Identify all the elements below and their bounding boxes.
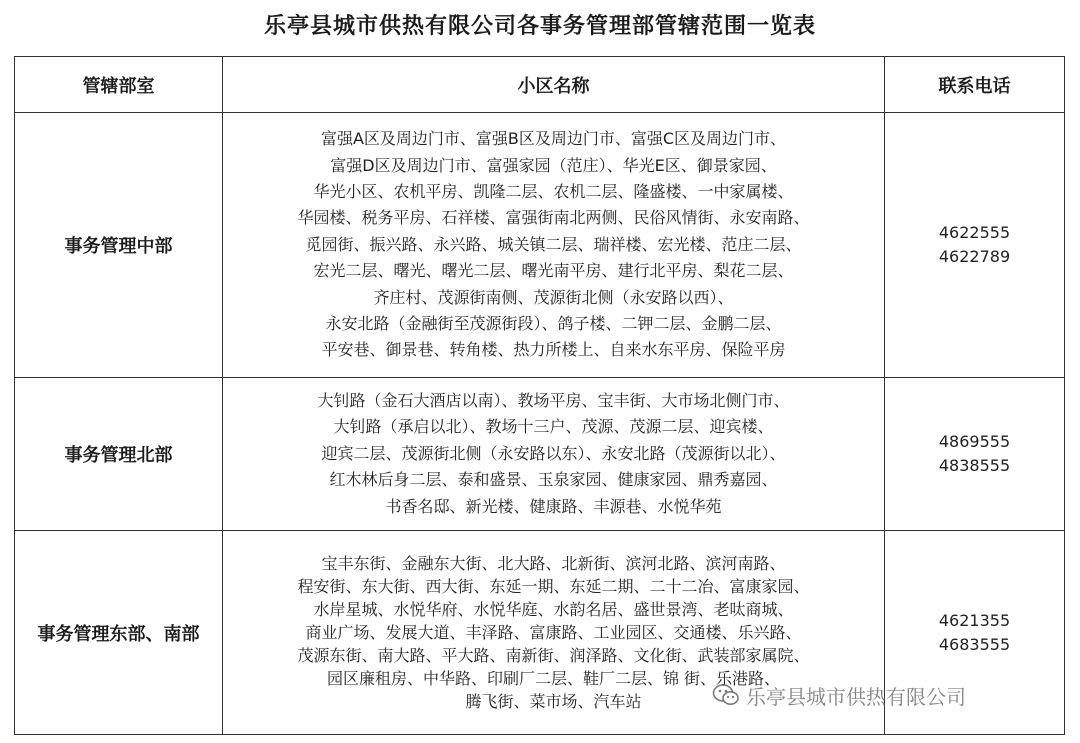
area-list [223,378,885,531]
phone-cell [885,113,1065,378]
area-line: 富强A区及周边门市、富强B区及周边门市、富强C区及周边门市、 [320,129,787,149]
table-row [15,378,1065,531]
phone-number: 4838555 [938,456,1011,475]
area-line: 书香名邸、新光楼、健康路、丰源巷、水悦华苑 [385,496,722,516]
header-phone: 联系电话 [885,57,1065,113]
area-line: 水岸星城、水悦华府、水悦华庭、水韵名居、盛世景湾、老呔商城、 [313,599,794,619]
dept-name: 事务管理中部 [15,113,223,378]
area-line: 平安巷、御景巷、转角楼、热力所楼上、自来水东平房、保险平房 [321,340,786,360]
phone-number: 4622555 [938,223,1011,242]
area-line: 茂源东街、南大路、平大路、南新街、润泽路、文化街、武装部家属院、 [297,646,810,666]
table-header-row [15,57,1065,113]
area-line: 永安北路（金融街至茂源街段）、鸽子楼、二钾二层、金鹏二层、 [325,314,782,334]
phone-number: 4683555 [938,634,1011,654]
watermark [712,681,966,709]
area-line: 腾飞街、菜市场、汽车站 [465,692,642,712]
header-dept: 管辖部室 [15,57,223,113]
area-line: 宝丰东街、金融东大街、北大路、北新街、滨河北路、滨河南路、 [321,553,786,573]
jurisdiction-table [14,56,1065,735]
area-line: 富强D区及周边门市、富强家园（范庄）、华光E区、御景家园、 [330,155,777,175]
area-line: 大钊路（金石大酒店以南）、教场平房、宝丰街、大市场北侧门市、 [317,390,790,410]
dept-name: 事务管理北部 [15,378,223,531]
area-line: 觅园街、振兴路、永兴路、城关镇二层、瑞祥楼、宏光楼、范庄二层、 [305,234,802,254]
area-line: 园区廉租房、中华路、印刷厂二层、鞋厂二层、锦 街、乐港路、 [326,669,781,689]
area-line: 华光小区、农机平房、凯隆二层、农机二层、隆盛楼、一中家属楼、 [313,181,794,201]
area-list [223,113,885,378]
watermark-text: 乐亭县城市供热有限公司 [746,684,966,709]
dept-name: 事务管理东部、南部 [15,531,223,735]
area-line: 大钊路（承启以北）、教场十三户、茂源、茂源二层、迎宾楼、 [333,417,774,437]
phone-number: 4869555 [938,432,1011,451]
area-line: 迎宾二层、茂源街北侧（永安路以东）、永安北路（茂源街以北）、 [321,443,786,463]
area-line: 红木林后身二层、泰和盛景、玉泉家园、健康家园、鼎秀嘉园、 [329,470,778,490]
table-row [15,113,1065,378]
phone-number: 4622789 [938,247,1011,266]
page-title: 乐亭县城市供热有限公司各事务管理部管辖范围一览表 [263,14,816,39]
area-line: 商业广场、发展大道、丰泽路、富康路、工业园区、交通楼、乐兴路、 [305,622,802,642]
wechat-icon [712,683,740,707]
area-line: 华园楼、税务平房、石祥楼、富强街南北两侧、民俗风情街、永安南路、 [297,208,810,228]
area-line: 齐庄村、茂源街南侧、茂源街北侧（永安路以西）、 [373,287,734,307]
phone-cell [885,378,1065,531]
header-areas: 小区名称 [223,57,885,113]
phone-number: 4621355 [938,610,1011,630]
area-line: 宏光二层、曙光、曙光二层、曙光南平房、建行北平房、梨花二层、 [313,261,794,281]
area-line: 程安街、东大街、西大街、东延一期、东延二期、二十二冶、富康家园、 [297,576,810,596]
